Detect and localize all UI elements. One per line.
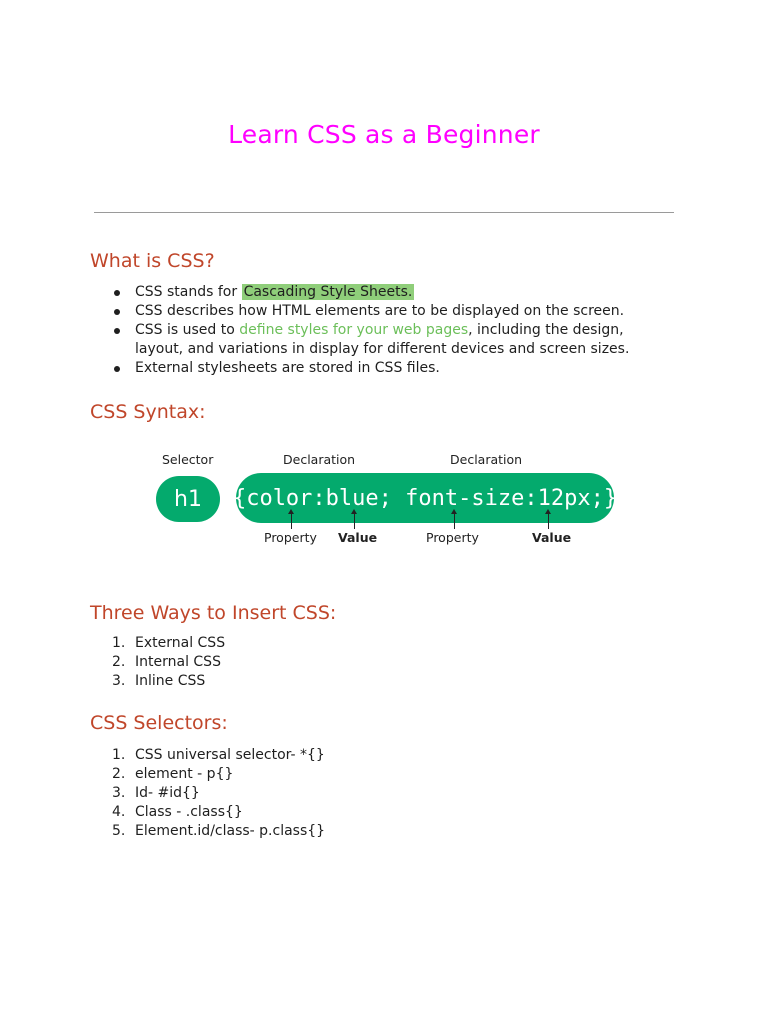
declaration-pill: {color:blue; font-size:12px;} xyxy=(236,473,614,523)
bullet-icon xyxy=(114,328,120,334)
list-text: Inline CSS xyxy=(135,673,206,689)
css-syntax-diagram xyxy=(150,448,620,558)
list-text: element - p{} xyxy=(135,766,234,782)
list-item xyxy=(90,765,670,784)
list-item xyxy=(90,321,670,359)
heading-three-ways: Three Ways to Insert CSS: xyxy=(90,602,337,624)
bullet-icon xyxy=(114,366,120,372)
list-number: 5. xyxy=(112,823,126,839)
list-number: 3. xyxy=(112,673,126,689)
list-item xyxy=(90,653,670,672)
property-label-1: Property xyxy=(264,530,317,545)
list-number: 2. xyxy=(112,766,126,782)
list-item xyxy=(90,746,670,765)
green-text: define styles for your web pages xyxy=(239,322,469,338)
heading-css-syntax: CSS Syntax: xyxy=(90,401,206,423)
list-number: 3. xyxy=(112,785,126,801)
arrow-up-icon xyxy=(548,511,549,529)
list-text: CSS universal selector- *{} xyxy=(135,747,325,763)
heading-what-is-css: What is CSS? xyxy=(90,250,215,272)
bullet-icon xyxy=(114,309,120,315)
list-item xyxy=(90,359,670,378)
list-item xyxy=(90,302,670,321)
list-number: 2. xyxy=(112,654,126,670)
heading-css-selectors: CSS Selectors: xyxy=(90,712,228,734)
list-text: Internal CSS xyxy=(135,654,221,670)
list-item xyxy=(90,803,670,822)
arrow-up-icon xyxy=(354,511,355,529)
selector-pill: h1 xyxy=(156,476,220,522)
three-ways-list xyxy=(90,634,670,691)
list-item xyxy=(90,634,670,653)
list-number: 1. xyxy=(112,747,126,763)
bullet-text-suffix: , including the design, layout, and variations in display for different devices and screen sizes. xyxy=(135,322,630,357)
value-label-2: Value xyxy=(532,530,572,545)
list-text: Id- #id{} xyxy=(135,785,200,801)
what-is-css-list xyxy=(90,283,670,378)
highlighted-text: Cascading Style Sheets. xyxy=(243,284,413,300)
list-text: Element.id/class- p.class{} xyxy=(135,823,326,839)
property-label-2: Property xyxy=(426,530,479,545)
bullet-icon xyxy=(114,290,120,296)
list-number: 1. xyxy=(112,635,126,651)
arrow-up-icon xyxy=(454,511,455,529)
horizontal-rule xyxy=(94,212,674,213)
list-item xyxy=(90,283,670,302)
list-item xyxy=(90,784,670,803)
selector-label: Selector xyxy=(162,452,214,467)
bullet-text-prefix: CSS stands for xyxy=(135,284,242,300)
value-label-1: Value xyxy=(338,530,378,545)
bullet-text-prefix: CSS is used to xyxy=(135,322,240,338)
list-item xyxy=(90,672,670,691)
list-item xyxy=(90,822,670,841)
list-text: Class - .class{} xyxy=(135,804,243,820)
css-selectors-list xyxy=(90,746,670,841)
list-number: 4. xyxy=(112,804,126,820)
declaration-label-2: Declaration xyxy=(450,452,523,467)
list-text: External CSS xyxy=(135,635,226,651)
bullet-text: External stylesheets are stored in CSS files. xyxy=(135,360,440,376)
bullet-text: CSS describes how HTML elements are to be displayed on the screen. xyxy=(135,303,625,319)
page-title: Learn CSS as a Beginner xyxy=(228,120,540,149)
arrow-up-icon xyxy=(291,511,292,529)
declaration-label-1: Declaration xyxy=(283,452,356,467)
